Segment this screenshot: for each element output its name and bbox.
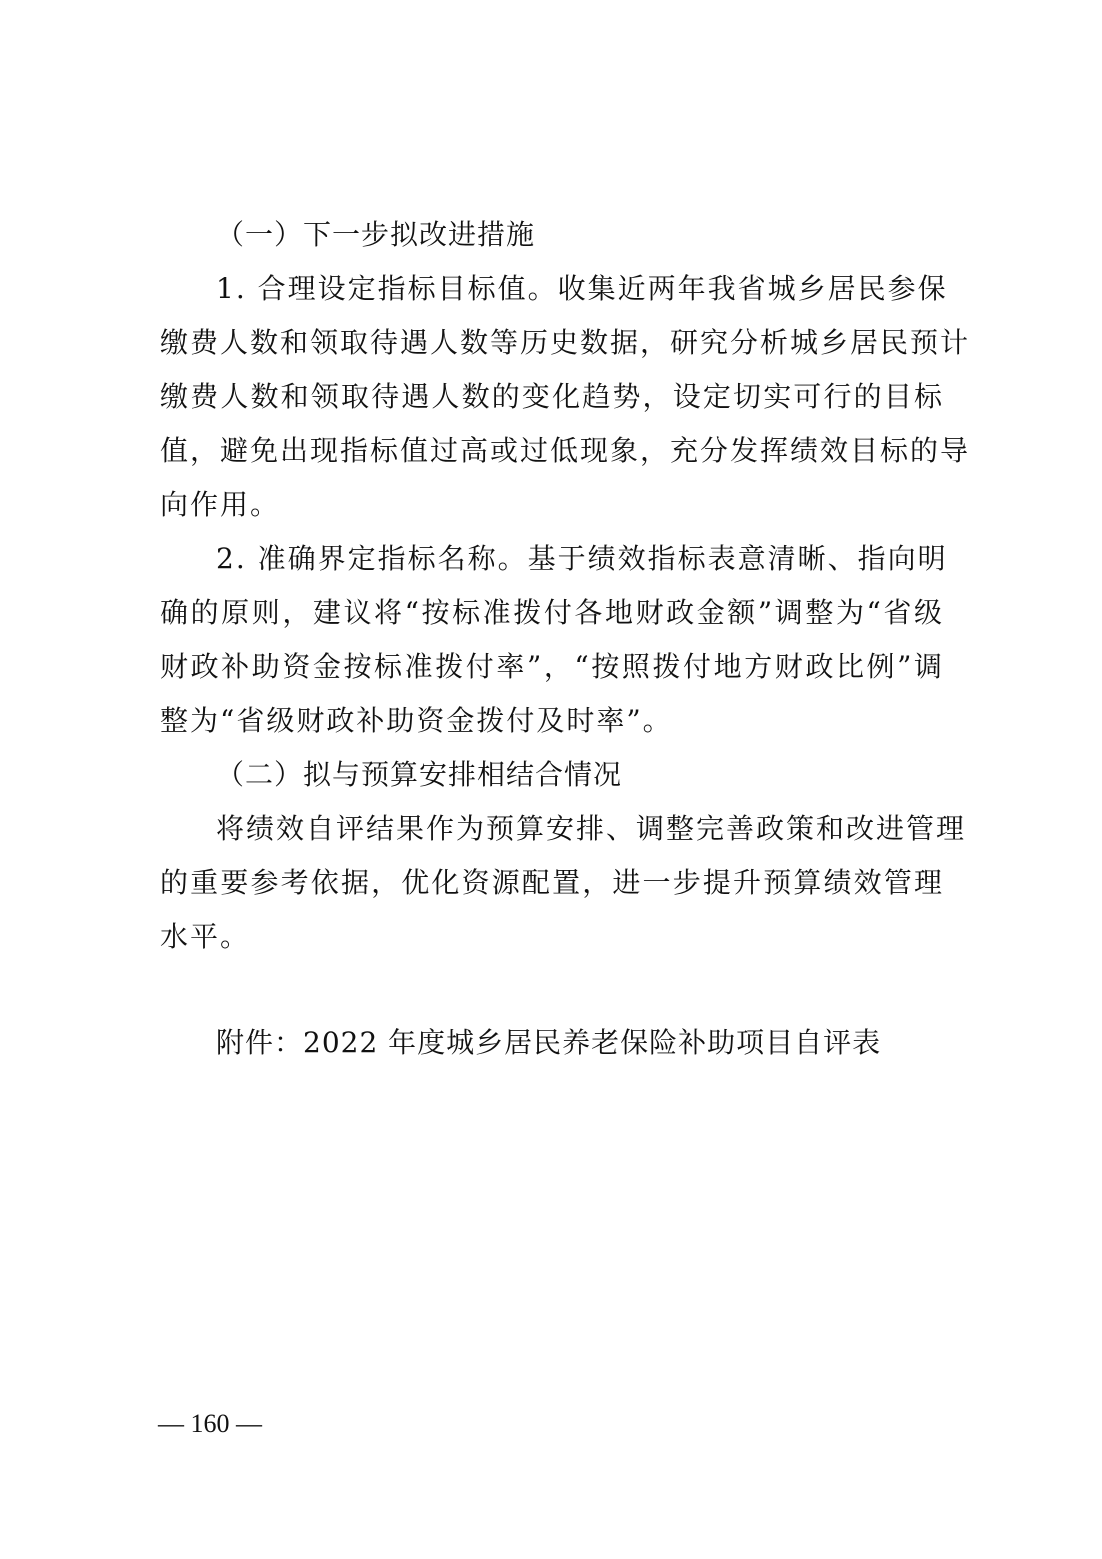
document-body xyxy=(160,208,971,964)
section-heading-budget-integration: （二）拟与预算安排相结合情况 xyxy=(216,758,623,791)
paragraph-line: 确的原则，建议将“按标准拨付各地财政金额”调整为“省级 xyxy=(160,596,944,629)
paragraph-item-2 xyxy=(160,532,948,748)
paragraph-line: 2. 准确界定指标名称。基于绩效指标表意清晰、指向明 xyxy=(216,542,948,575)
page-number: — 160 — xyxy=(158,1409,262,1438)
paragraph-line: 财政补助资金按标准拨付率”，“按照拨付地方财政比例”调 xyxy=(160,650,944,683)
paragraph-line: 1. 合理设定指标目标值。收集近两年我省城乡居民参保 xyxy=(216,272,948,305)
paragraph-line: 整为“省级财政补助资金拨付及时率”。 xyxy=(160,704,673,737)
paragraph-line: 水平。 xyxy=(160,920,251,953)
paragraph-line: 值，避免出现指标值过高或过低现象，充分发挥绩效目标的导 xyxy=(160,434,971,467)
paragraph-line: 向作用。 xyxy=(160,488,281,521)
paragraph-line: 缴费人数和领取待遇人数的变化趋势，设定切实可行的目标 xyxy=(160,380,944,413)
section-heading-improvement-measures: （一）下一步拟改进措施 xyxy=(216,218,536,251)
paragraph-line: 的重要参考依据，优化资源配置，进一步提升预算绩效管理 xyxy=(160,866,944,899)
paragraph-item-1 xyxy=(160,262,971,532)
paragraph-line: 缴费人数和领取待遇人数等历史数据，研究分析城乡居民预计 xyxy=(160,326,971,359)
paragraph-line: 将绩效自评结果作为预算安排、调整完善政策和改进管理 xyxy=(216,812,967,845)
paragraph-budget-integration xyxy=(160,802,967,964)
attachment-note: 附件：2022 年度城乡居民养老保险补助项目自评表 xyxy=(216,1026,882,1059)
